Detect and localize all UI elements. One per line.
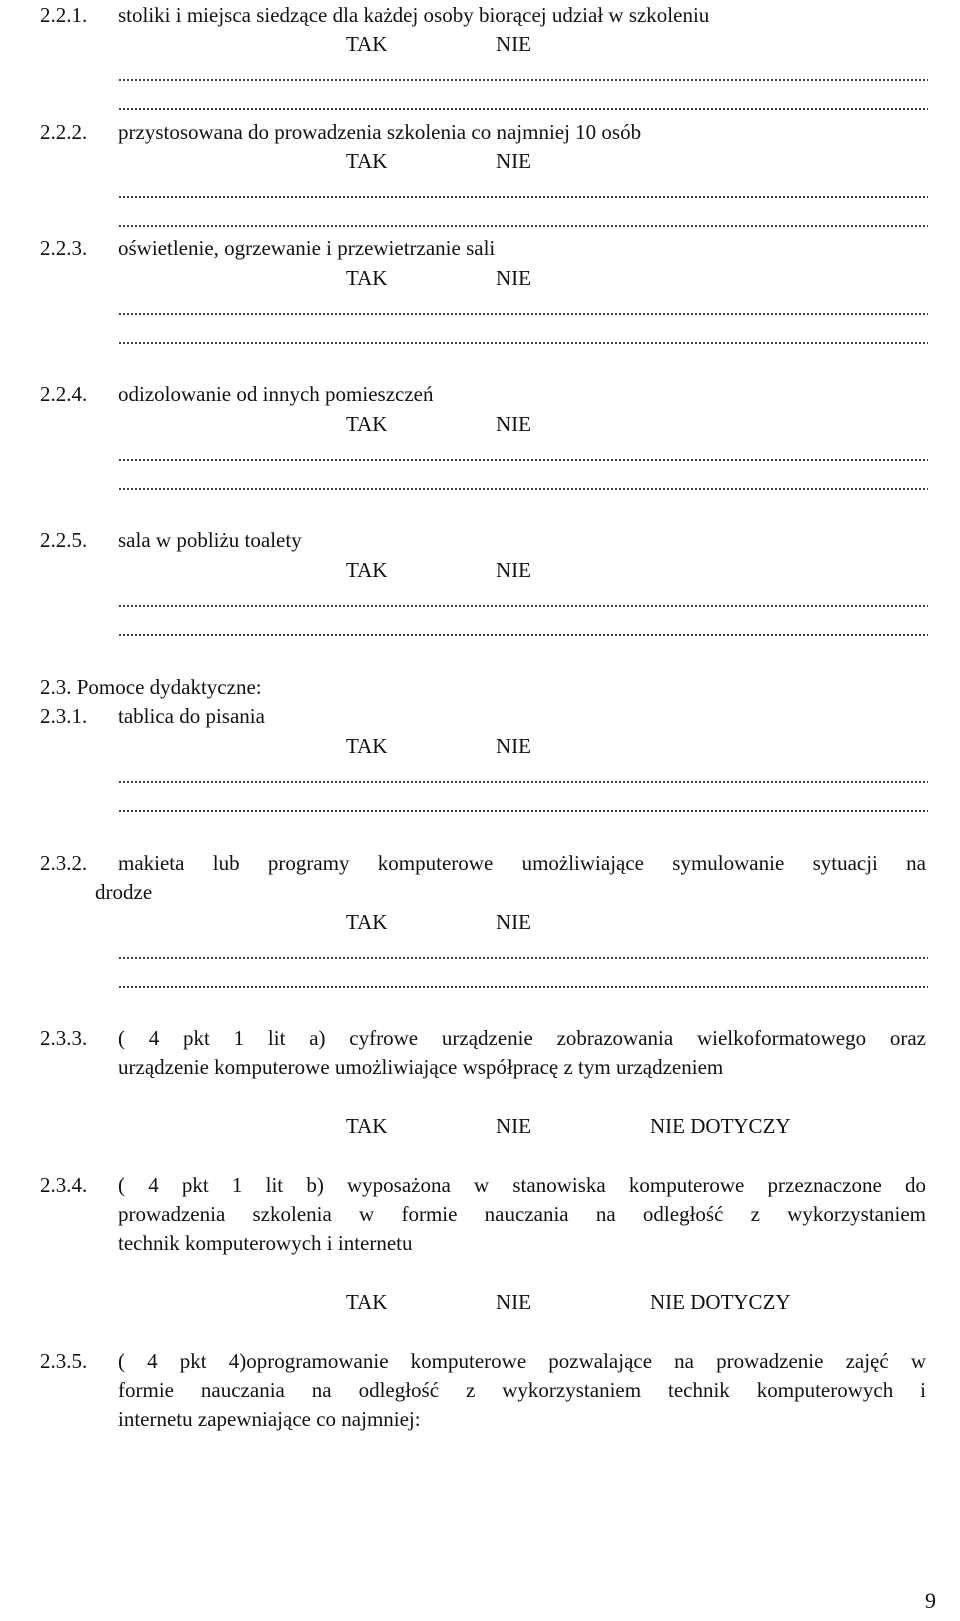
answer-line[interactable] bbox=[118, 107, 928, 111]
answer-line[interactable] bbox=[118, 458, 928, 462]
option-nie[interactable]: NIE bbox=[496, 1114, 531, 1138]
item-text: ( 4 pkt 1 lit a) cyfrowe urządzenie zobrazowania wielkoformatowego oraz bbox=[118, 1026, 926, 1050]
answer-line[interactable] bbox=[118, 809, 928, 813]
item-text: ( 4 pkt 4)oprogramowanie komputerowe pozwalające na prowadzenie zajęć w bbox=[118, 1349, 926, 1373]
option-nie[interactable]: NIE bbox=[496, 1290, 531, 1314]
item-text-continuation: urządzenie komputerowe umożliwiające współpracę z tym urządzeniem bbox=[118, 1055, 724, 1079]
option-tak[interactable]: TAK bbox=[346, 558, 388, 582]
item-text: ( 4 pkt 1 lit b) wyposażona w stanowiska komputerowe przeznaczone do bbox=[118, 1173, 926, 1197]
answer-line[interactable] bbox=[118, 224, 928, 228]
option-nie-dotyczy[interactable]: NIE DOTYCZY bbox=[650, 1114, 791, 1138]
option-tak[interactable]: TAK bbox=[346, 266, 388, 290]
option-nie[interactable]: NIE bbox=[496, 412, 531, 436]
answer-line[interactable] bbox=[118, 341, 928, 345]
option-nie-dotyczy[interactable]: NIE DOTYCZY bbox=[650, 1290, 791, 1314]
item-text: makieta lub programy komputerowe umożliwiające symulowanie sytuacji na bbox=[118, 851, 926, 875]
answer-line[interactable] bbox=[118, 78, 928, 82]
answer-line[interactable] bbox=[118, 633, 928, 637]
item-text: przystosowana do prowadzenia szkolenia co najmniej 10 osób bbox=[118, 120, 642, 144]
option-tak[interactable]: TAK bbox=[346, 149, 388, 173]
answer-line[interactable] bbox=[118, 195, 928, 199]
item-text-continuation: internetu zapewniające co najmniej: bbox=[118, 1407, 421, 1431]
answer-line[interactable] bbox=[118, 956, 928, 960]
option-nie[interactable]: NIE bbox=[496, 734, 531, 758]
option-tak[interactable]: TAK bbox=[346, 910, 388, 934]
item-text: tablica do pisania bbox=[118, 704, 265, 728]
answer-line[interactable] bbox=[118, 985, 928, 989]
answer-line[interactable] bbox=[118, 312, 928, 316]
item-text-continuation: drodze bbox=[95, 880, 153, 904]
answer-line[interactable] bbox=[118, 487, 928, 491]
item-number: 2.3.4. bbox=[40, 1173, 88, 1197]
item-number: 2.2.1. bbox=[40, 3, 88, 27]
option-nie[interactable]: NIE bbox=[496, 910, 531, 934]
answer-line[interactable] bbox=[118, 604, 928, 608]
option-tak[interactable]: TAK bbox=[346, 1114, 388, 1138]
item-text-continuation: technik komputerowych i internetu bbox=[118, 1231, 413, 1255]
option-tak[interactable]: TAK bbox=[346, 412, 388, 436]
item-number: 2.2.2. bbox=[40, 120, 88, 144]
item-number: 2.3.3. bbox=[40, 1026, 88, 1050]
option-tak[interactable]: TAK bbox=[346, 1290, 388, 1314]
item-text: sala w pobliżu toalety bbox=[118, 528, 302, 552]
option-nie[interactable]: NIE bbox=[496, 558, 531, 582]
option-tak[interactable]: TAK bbox=[346, 32, 388, 56]
item-text-continuation: formie nauczania na odległość z wykorzystaniem technik komputerowych i bbox=[118, 1378, 926, 1402]
item-text: oświetlenie, ogrzewanie i przewietrzanie sali bbox=[118, 236, 496, 260]
item-text: stoliki i miejsca siedzące dla każdej osoby biorącej udział w szkoleniu bbox=[118, 3, 710, 27]
section-heading: 2.3. Pomoce dydaktyczne: bbox=[40, 675, 262, 699]
option-nie[interactable]: NIE bbox=[496, 149, 531, 173]
answer-line[interactable] bbox=[118, 780, 928, 784]
page-number: 9 bbox=[925, 1588, 936, 1613]
item-number: 2.3.5. bbox=[40, 1349, 88, 1373]
option-tak[interactable]: TAK bbox=[346, 734, 388, 758]
item-number: 2.3.2. bbox=[40, 851, 88, 875]
option-nie[interactable]: NIE bbox=[496, 266, 531, 290]
item-text: odizolowanie od innych pomieszczeń bbox=[118, 382, 434, 406]
item-number: 2.2.5. bbox=[40, 528, 88, 552]
option-nie[interactable]: NIE bbox=[496, 32, 531, 56]
item-number: 2.2.3. bbox=[40, 236, 88, 260]
item-text-continuation: prowadzenia szkolenia w formie nauczania na odległość z wykorzystaniem bbox=[118, 1202, 926, 1226]
item-number: 2.3.1. bbox=[40, 704, 88, 728]
item-number: 2.2.4. bbox=[40, 382, 88, 406]
